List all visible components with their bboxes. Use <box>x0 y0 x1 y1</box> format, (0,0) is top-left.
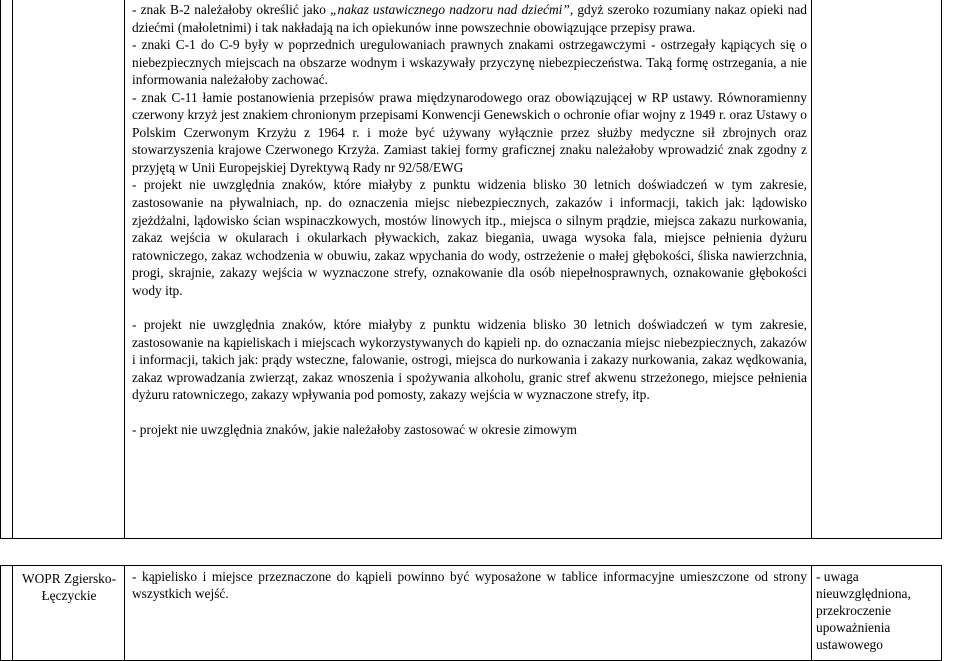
spacer-row <box>1 538 942 565</box>
paragraph-b2: - znak B-2 należałoby określić jako „nakaz ustawicznego nadzoru nad dziećmi”, gdyż szeroko rozumiany nakaz opieki nad dziećmi (małoletnimi) i tak nakładają na ich opiekunów inne powszechnie obowiązujące przepisy prawa. <box>132 2 807 35</box>
empty-cell <box>812 0 942 538</box>
paragraph-bathing-sites: - projekt nie uwzględnia znaków, które miałyby z punktu widzenia blisko 30 letnich doświadczeń w tym zakresie, zastosowanie na kąpieliskach i miejscach wykorzystywanych do kąpieli np. do oznaczania miejsc niebezpiecznych, zakazów i informacji, takich jak: prądy wsteczne, falowanie, ostrogi, miejsca do nurkowania i zakazy nurkowania, zakaz wędkowania, zakaz wprowadzania zwierząt, zakaz wnoszenia i spożywania alkoholu, granic stref akwenu strzeżonego, miejsce pełnienia dyżuru ratowniczego, zakazy wpływania pod pomosty, zakazy wejścia w wyznaczone strefy, itp. <box>132 317 807 403</box>
paragraph-c11: - znak C-11 łamie postanowienia przepisów prawa międzynarodowego oraz obowiązującej w RP ustawy. Równoramienny czerwony krzyż jest znakiem chronionym przepisami Konwencji Genewskich o ochronie ofiar wojny z 1949 r. oraz Ustawy o Polskim Czerwonym Krzyżu z 1964 r. i może być używany wyłącznie przez służby medyczne sił zbrojnych oraz stowarzyszenia krajowe Czerwonego Krzyża. Zamiast takiej formy graficznej znaku należałoby wprowadzić znak zgodny z przyjętą w Unii Europejskiej Dyrektywą Rady nr 92/58/EWG <box>132 89 807 175</box>
comment-cell <box>125 0 812 538</box>
comment-cell <box>125 565 812 660</box>
paragraph-winter: - projekt nie uwzględnia znaków, jakie należałoby zastosować w okresie zimowym <box>132 422 577 438</box>
response-text: - uwaga nieuwzględniona, przekroczenie upoważnienia ustawowego <box>816 568 911 653</box>
organization-name: WOPR Zgiersko-Łęczyckie <box>21 570 117 603</box>
table-row <box>1 0 942 538</box>
empty-cell <box>13 0 125 538</box>
table-row <box>1 565 942 660</box>
empty-cell <box>1 0 13 538</box>
organization-cell <box>13 565 125 660</box>
paragraph-pools: - projekt nie uwzględnia znaków, które miałyby z punktu widzenia blisko 30 letnich doświadczeń w tym zakresie, zastosowanie na pływalniach, np. do oznaczenia miejsc niebezpiecznych, zakazów i informacji, takich jak: lądowisko zjeżdżalni, lądowisko ścian wspinaczkowych, mostów linowych itp., miejsca o silnym prądzie, miejsca zakazu nurkowania, zakaz wejścia w okularach i okularkach pływackich, zakaz biegania, uwaga wysoka fala, miejsce pełnienia dyżuru ratowniczego, zakaz wchodzenia w obuwiu, zakaz wpychania do wody, ostrzeżenie o małej głębokości, śliska nawierzchnia, progi, skrajnie, zakazy wejścia w wyznaczone strefy, oznakowanie dla osób niepełnosprawnych, oznakowanie głębokości wody itp. <box>132 177 807 298</box>
empty-cell <box>1 565 13 660</box>
response-cell <box>812 565 942 660</box>
comment-text: - kąpielisko i miejsce przeznaczone do kąpieli powinno być wyposażone w tablice informacyjne umieszczone od strony wszystkich wejść. <box>132 568 807 601</box>
paragraph-c1-c9: - znaki C-1 do C-9 były w poprzednich uregulowaniach prawnych znakami ostrzegawczymi - ostrzegały kąpiących się o niebezpiecznych miejscach na obszarze wodnym i wskazywały przyczynę niebezpieczeństwa. Taką formę ostrzegania, a nie informowania należałoby zachować. <box>132 37 807 88</box>
